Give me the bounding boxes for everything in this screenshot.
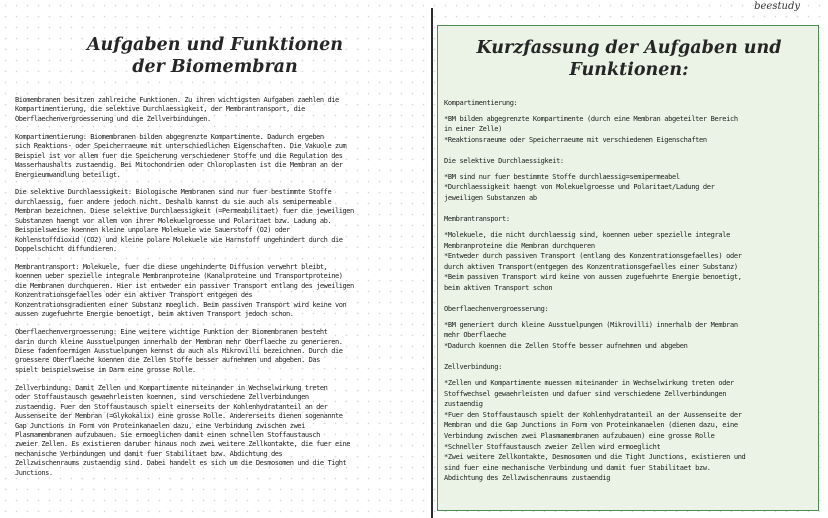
- section-line: *BM bilden abgegrenzte Kompartimente (durch eine Membran abgeteilter Bereich: [444, 114, 738, 123]
- paragraph-line: Die selektive Durchlaessigkeit: Biologische Membranen sind nur fuer bestimmte Stoffe: [15, 188, 332, 197]
- section-heading: Kompartimentierung:: [444, 99, 518, 107]
- left-page-title: [40, 34, 390, 78]
- section-line: *Durchlaessigkeit haengt von Molekuelgroesse und Polaritaet/Ladung der: [444, 183, 715, 192]
- summary-title: [450, 37, 808, 81]
- paragraph: [15, 133, 423, 180]
- paragraph-line: Doppelschicht diffundieren.: [15, 245, 117, 254]
- paragraph-line: Konzentrationsgefaelles oder ein aktiver Transport entgegen des: [15, 291, 253, 300]
- section-line: *BM sind nur fuer bestimmte Stoffe durchlaessig=semipermeabel: [444, 172, 680, 181]
- paragraph-line: Gap Junctions in Form von Proteinkanaelen dazu, eine Verbindung zwischen zwei: [15, 421, 305, 430]
- paragraph-line: Zellverbindung: Damit Zellen und Kompartimente miteinander in Wechselwirkung treten: [15, 383, 328, 392]
- section-line: sind fuer eine mechanische Verbindung und damit fuer Stabilitaet bzw.: [444, 463, 711, 472]
- paragraph: [15, 263, 423, 320]
- paragraph-line: sich Reaktions- oder Speicherraeume mit unterschiedlichen Eigenschaften. Die Vakuole zum: [15, 142, 347, 151]
- section-line: Verbindung zwischen zwei Plasmamembranen aufzubauen) eine grosse Rolle: [444, 432, 715, 441]
- paragraph-line: koennen ueber spezielle integrale Membranproteine (Kanalproteine und Transportproteine): [15, 272, 343, 281]
- left-title-line-2: der Biomembran: [132, 57, 298, 77]
- section-line: *Molekuele, die nicht durchlaessig sind, koennen ueber spezielle integrale: [444, 230, 730, 239]
- section-line: *Schneller Stoffaustausch zweier Zellen wird ermoeglicht: [444, 442, 661, 451]
- section-line: in einer Zelle): [444, 125, 502, 134]
- paragraph-line: Kompartimentierung: Biomembranen bilden abgegrenzte Kompartimente. Dadurch ergeben: [15, 132, 324, 141]
- paragraph-line: Junctions.: [15, 468, 53, 477]
- paragraph-line: Substanzen haengt vor allem von ihrer Molekuelgroesse und Polaritaet bzw. Ladung ab.: [15, 216, 332, 225]
- section-heading: Oberflaechenvergroesserung:: [444, 305, 549, 314]
- section-line: *Entweder durch passiven Transport (entlang des Konzentrationsgefaelles) oder: [444, 252, 742, 261]
- summary-section: [444, 98, 816, 145]
- paragraph-line: zustaendig. Fuer den Stoffaustausch spielt einerseits der Kohlenhydratanteil an der: [15, 402, 328, 411]
- paragraph-line: mechanische Verbindungen und damit fuer Stabilitaet bzw. Abdichtung des: [15, 449, 283, 458]
- paragraph-line: Diese fadenfoermigen Ausstuelpungen kennst du auch als Mikrovilli bezeichnen. Durch die: [15, 346, 343, 355]
- paragraph-line: aussen zugefuehrte Energie benoetigt, beim aktiven Transport jedoch schon.: [15, 310, 294, 319]
- paragraph-line: Energieumwandlung beteiligt.: [15, 170, 121, 179]
- summary-box: [437, 25, 819, 511]
- section-line: Stoffwechsel gewaehrleisten und dafuer sind verschiedene Zellverbindungen: [444, 389, 727, 398]
- paragraph-line: Biomembranen besitzen zahlreiche Funktionen. Zu ihren wichtigsten Aufgaben zaehlen die: [15, 96, 339, 104]
- section-line: Abdichtung des Zellzwischenraums zustaendig: [444, 474, 611, 483]
- paragraph-line: durchlaessig, fuer andere jedoch nicht. Deshalb kannst du sie auch als semipermeable: [15, 197, 332, 206]
- summary-sections: [444, 98, 816, 495]
- summary-section: [444, 304, 816, 351]
- section-line: mehr Oberflaeche: [444, 331, 506, 340]
- paragraph-line: Aussenseite der Membran (=Glykokalix) eine grosse Rolle. Andererseits dienen sogenannte: [15, 412, 343, 421]
- paragraph-line: groessere Oberflaeche koennen die Zellen Stoffe besser aufnehmen und abgeben. Das: [15, 356, 320, 365]
- brand-label: beestudy: [754, 1, 800, 12]
- paragraph-line: darin durch kleine Ausstuelpungen innerhalb der Membran mehr Oberflaeche zu generieren.: [15, 337, 343, 346]
- summary-section: [444, 214, 816, 293]
- summary-title-line-1: Kurzfassung der Aufgaben und: [476, 38, 782, 58]
- section-line: *Reaktionsraeume oder Speicherraeume mit verschiedenen Eigenschaften: [444, 135, 707, 144]
- paragraph-line: Kompartimentierung, die selektive Durchlaessigkeit, der Membrantransport, die: [15, 105, 305, 114]
- section-line: *Beim passiven Transport wird keine von aussen zugefuehrte Energie benoetigt,: [444, 273, 742, 282]
- section-heading: Die selektive Durchlaessigkeit:: [444, 157, 564, 166]
- section-line: durch aktiven Transport(entgegen des Konzentrationsgefaelles einer Substanz): [444, 262, 738, 271]
- page-divider: [431, 8, 433, 518]
- summary-section: [444, 156, 816, 203]
- paragraph-line: oder Stoffaustausch gewaehrleisten koennen, sind verschiedene Zellverbindungen: [15, 393, 309, 402]
- section-line: beim aktiven Transport schon: [444, 283, 553, 292]
- paragraph-line: Konzentrationsgradienten einer Substanz moeglich. Beim passiven Transport wird keine von: [15, 300, 347, 309]
- paragraph-line: Zellzwischenraums zustaendig sind. Dabei handelt es sich um die Desmosomen und die Tight: [15, 459, 347, 468]
- section-line: *Dadurch koennen die Zellen Stoffe besser aufnehmen und abgeben: [444, 342, 688, 351]
- paragraph-line: die Membranen durchqueren. Hier ist entweder ein passiver Transport entlang des jeweiligen: [15, 281, 354, 290]
- section-line: *Zwei weitere Zellkontakte, Desmosomen und die Tight Junctions, existieren und: [444, 453, 746, 462]
- paragraph-line: Beispielsweise koennen kleine unpolare Molekuele wie Sauerstoff (O2) oder: [15, 226, 290, 235]
- paragraph-line: spielt beispielsweise im Darm eine grosse Rolle.: [15, 365, 196, 374]
- section-line: *BM generiert durch kleine Ausstuelpungen (Mikrovilli) innerhalb der Membran: [444, 320, 738, 329]
- paragraph: [15, 96, 423, 124]
- summary-section: [444, 362, 816, 484]
- paragraph-line: Beispiel ist vor allem fuer die Speicherung verschiedener Stoffe und die Regulation des: [15, 151, 343, 160]
- paragraph-line: zweier Zellen. Es existieren daruber hinaus noch zwei weitere Zellkontakte, die fuer eine: [15, 440, 351, 449]
- section-line: Membranproteine die Membran durchqueren: [444, 241, 595, 250]
- section-line: *Zellen und Kompartimente muessen miteinander in Wechselwirkung treten oder: [444, 379, 734, 388]
- paragraph-line: Oberflaechenvergroesserung: Eine weitere wichtige Funktion der Biomembranen besteht: [15, 328, 328, 337]
- section-line: jeweiligen Substanzen ab: [444, 193, 537, 202]
- paragraph: [15, 328, 423, 375]
- section-line: Membran und die Gap Junctions in Form von Proteinkanaelen (dienen dazu, eine: [444, 421, 738, 430]
- section-heading: Membrantransport:: [444, 215, 510, 224]
- section-line: zustaendig: [444, 400, 483, 409]
- section-line: *Fuer den Stoffaustausch spielt der Kohlenhydratanteil an der Aussenseite der: [444, 410, 742, 419]
- paragraph-line: Oberflaechenvergroesserung und die Zellverbindungen.: [15, 114, 211, 123]
- section-heading: Zellverbindung:: [444, 363, 502, 372]
- paragraph-line: Wasserhaushalts zustaendig. Bei Mitochondrien oder Chloroplasten ist die Membran an der: [15, 161, 343, 170]
- paragraph-line: Membran bezeichnen. Diese selektive Durchlaessigkeit (=Permeabilitaet) fuer die jeweiligen: [15, 207, 354, 216]
- paragraph-line: Kohlenstoffdioxid (CO2) und kleine polare Molekuele wie Harnstoff ungehindert durch die: [15, 235, 343, 244]
- left-title-line-1: Aufgaben und Funktionen: [86, 35, 344, 55]
- paragraph: [15, 188, 423, 254]
- paragraph-line: Membrantransport: Molekuele, fuer die diese ungehinderte Diffusion verwehrt bleibt,: [15, 262, 328, 271]
- paragraph-line: Plasmamembranen aufzubauen. Sie ermoeglichen damit einen schnellen Stoffaustausch: [15, 431, 320, 439]
- paragraph: [15, 384, 423, 479]
- summary-title-line-2: Funktionen:: [569, 60, 689, 80]
- left-body-text: [15, 96, 423, 487]
